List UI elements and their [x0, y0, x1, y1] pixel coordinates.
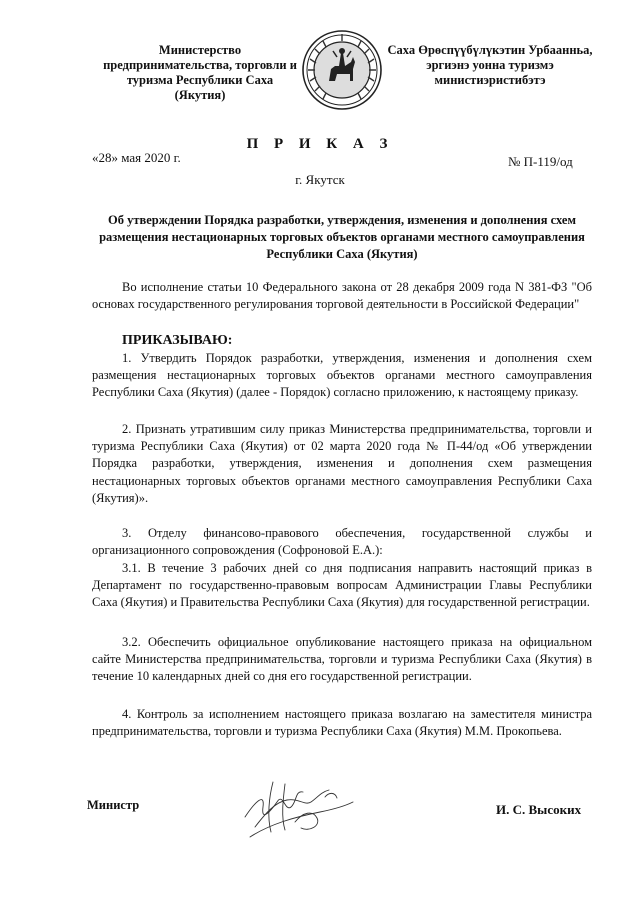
- signatory-name: И. С. Высоких: [496, 802, 582, 817]
- signature-icon: [225, 762, 375, 852]
- ministry-name-yakut: Саха Өрөспүүбүлүкэтин Урбаанньа, эргиэнэ уонна туризмэ министиэристибэтэ: [387, 43, 593, 87]
- signatory-title: Министр: [87, 798, 140, 812]
- paragraph-intro: Во исполнение статьи 10 Федерального закона от 28 декабря 2009 года N 381-ФЗ "Об основах государственного регулирования торговой деятельности в Российской Федерации": [92, 280, 592, 312]
- coat-of-arms-icon: [301, 29, 383, 111]
- order-directive: ПРИКАЗЫВАЮ:: [122, 333, 233, 348]
- order-heading: Об утверждении Порядка разработки, утверждения, изменения и дополнения схем размещения нестационарных торговых объектов органами местного самоуправления Республики Саха (Якутия): [99, 213, 585, 261]
- paragraph-item-1: 1. Утвердить Порядок разработки, утверждения, изменения и дополнения схем размещения нестационарных торговых объектов органами местного самоуправления Республики Саха (Якутия) (далее - Порядок) согласно приложению, к настоящему приказу.: [92, 351, 592, 400]
- paragraph-item-2: 2. Признать утратившим силу приказ Министерства предпринимательства, торговли и туризма Республики Саха (Якутия) от 02 марта 2020 года № П-44/од «Об утверждении Порядка разработки, утверждения, изменения и дополнения схем размещения нестационарных торговых объектов органами местного самоуправления Республики Саха (Якутия)».: [92, 422, 592, 505]
- ministry-name-russian: Министерство предпринимательства, торговли и туризма Республики Саха (Якутия): [103, 43, 297, 102]
- order-number: № П-119/од: [508, 154, 573, 169]
- paragraph-item-3-2: 3.2. Обеспечить официальное опубликование настоящего приказа на официальном сайте Министерства предпринимательства, торговли и туризма Республики Саха (Якутия) в течение 10 календарных дней со дня его государственной регистрации.: [92, 635, 592, 684]
- paragraph-item-3-1: 3.1. В течение 3 рабочих дней со дня подписания направить настоящий приказ в Департамент по государственно-правовым вопросам Администрации Главы Республики Саха (Якутия) и Правительства Республики Саха (Якутия) для государственной регистрации.: [92, 561, 592, 610]
- document-title: П Р И К А З: [246, 136, 394, 152]
- order-date: «28» мая 2020 г.: [92, 150, 181, 165]
- paragraph-item-3: 3. Отделу финансово-правового обеспечения, государственной службы и организационного сопровождения (Софроновой Е.А.):: [92, 526, 592, 558]
- order-city: г. Якутск: [295, 172, 345, 187]
- paragraph-item-4: 4. Контроль за исполнением настоящего приказа возлагаю на заместителя министра предпринимательства, торговли и туризма Республики Саха (Якутия) М.М. Прокопьева.: [92, 707, 592, 739]
